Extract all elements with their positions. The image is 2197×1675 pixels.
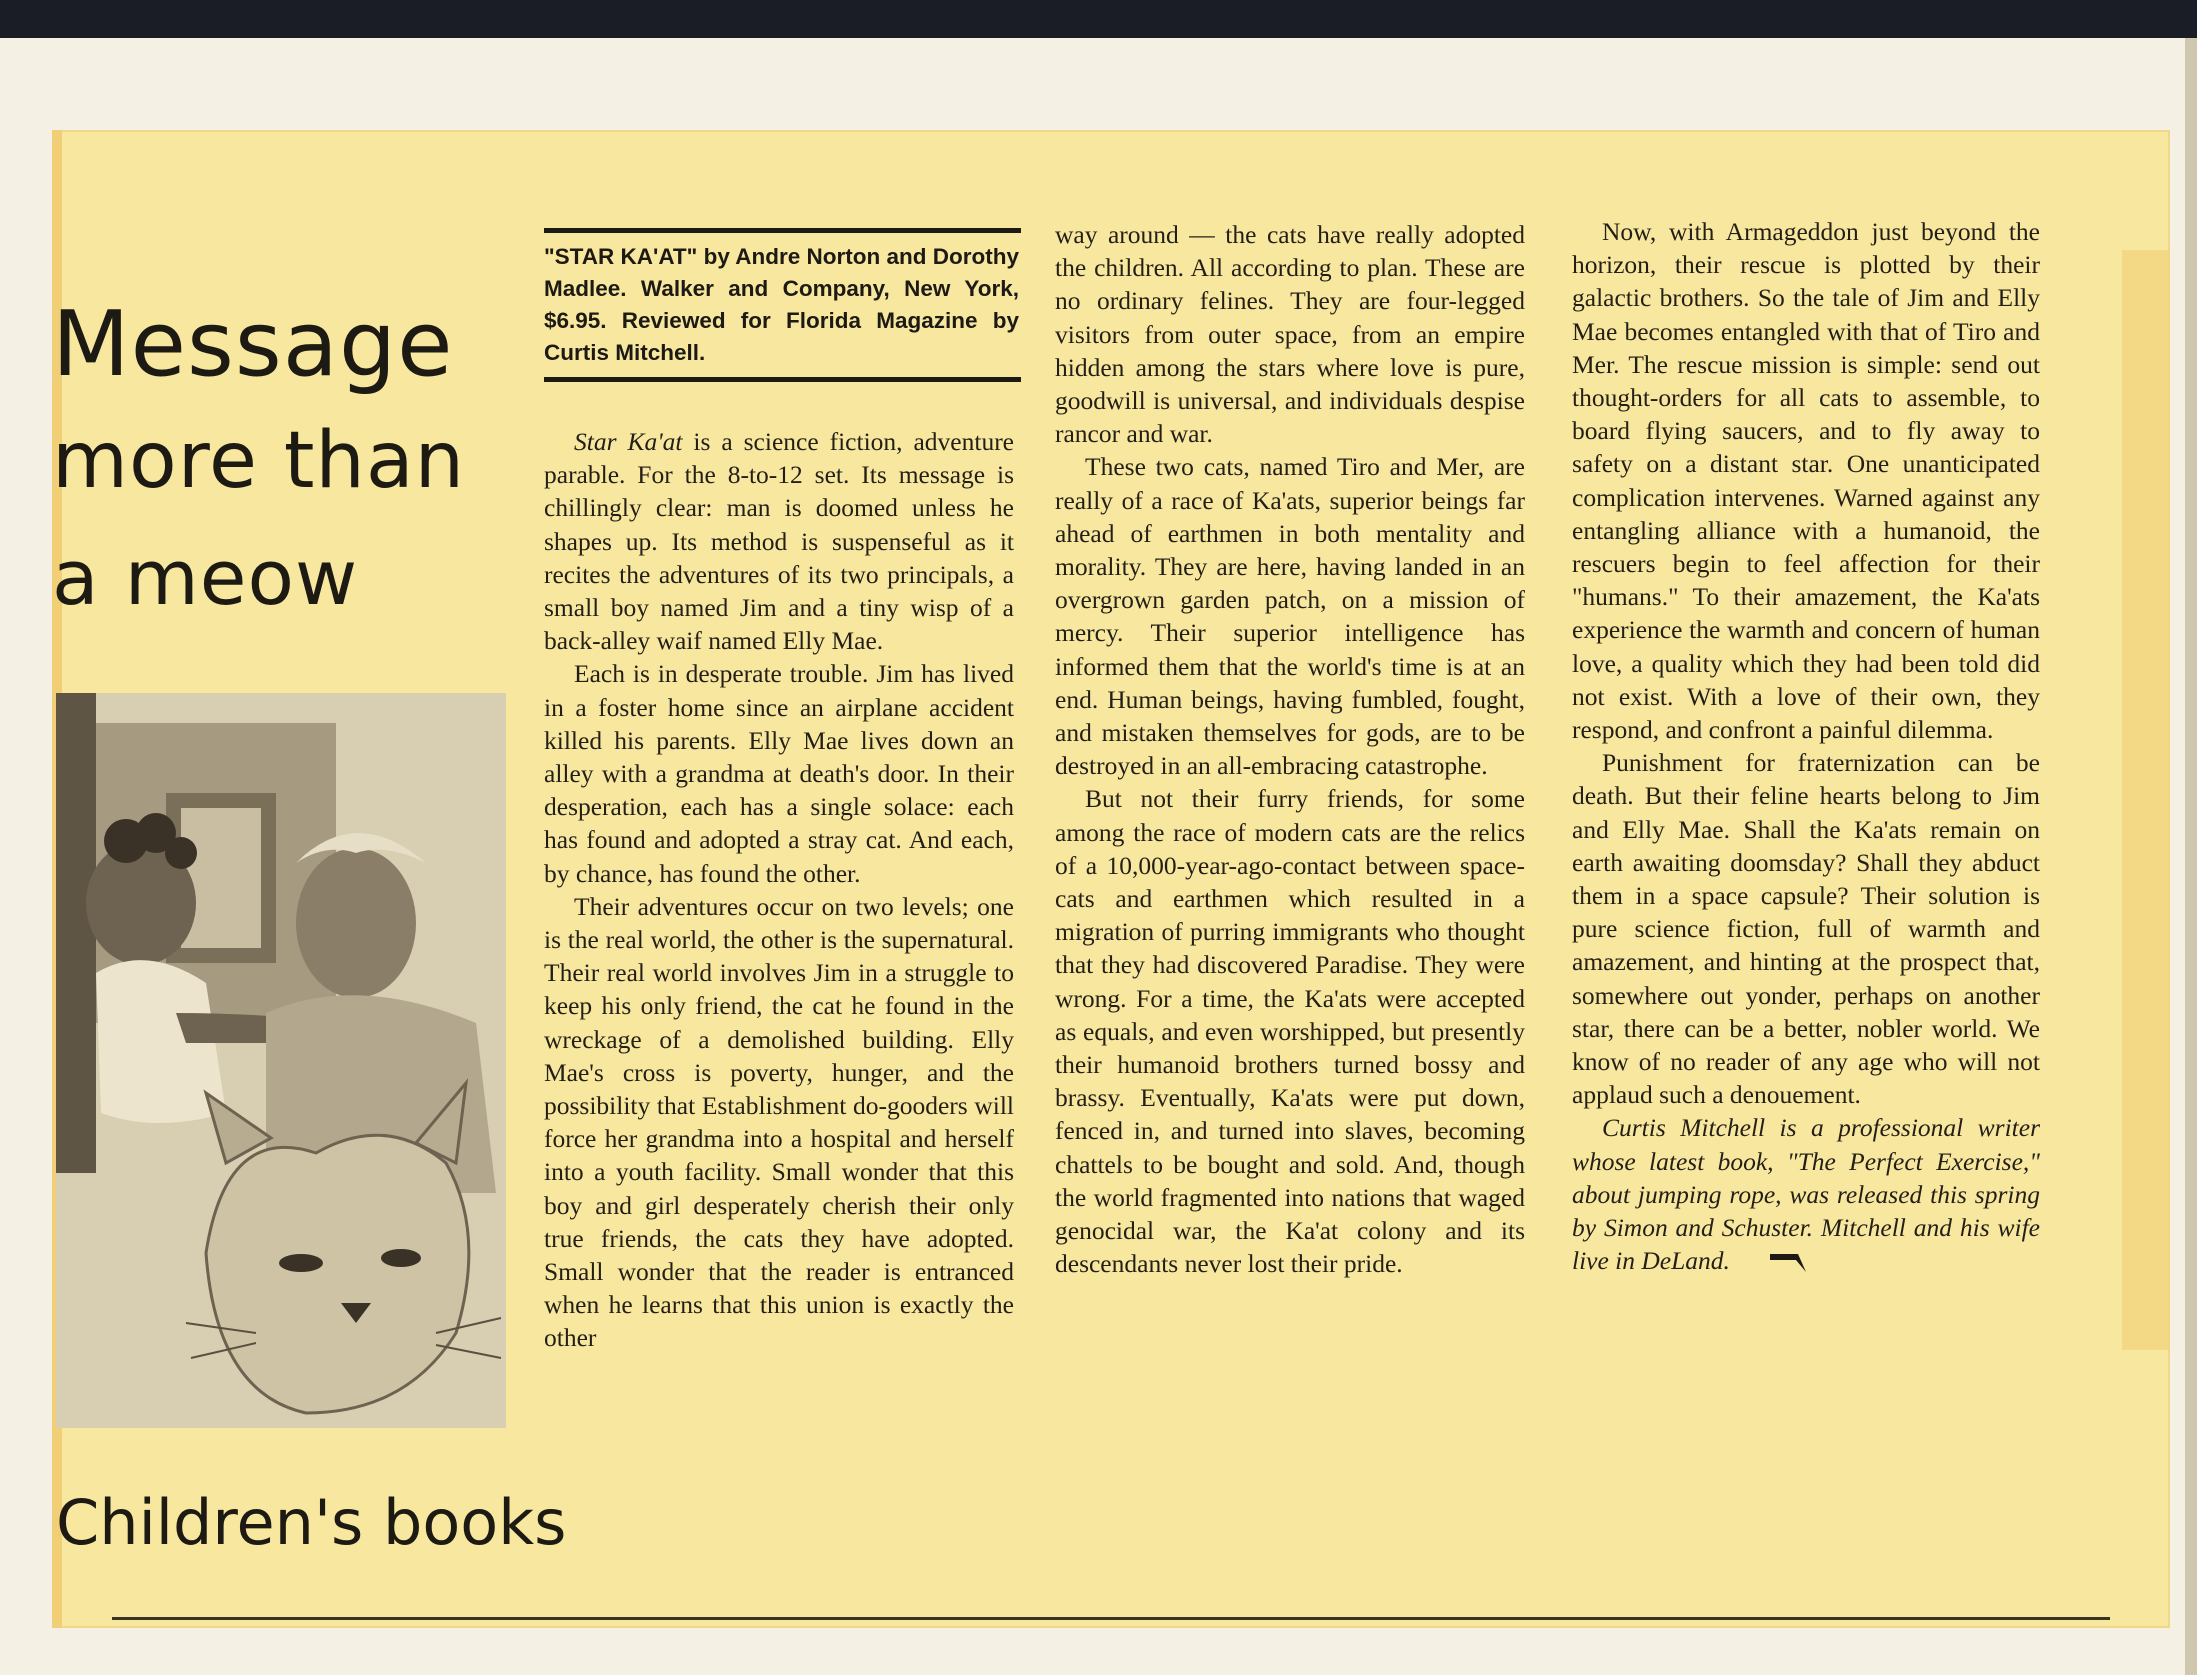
author-note: [1572, 1111, 2040, 1282]
column-1-paragraph-1-text: is a science fiction, adventure parable. For the 8-to-12 set. Its message is chillingly clear: man is doomed unless he shapes up. Its method is suspenseful as it recites the adventures of its two principals, a small boy named Jim and a tiny wisp of a back-alley waif named Elly Mae.: [544, 427, 1015, 656]
book-title: Star Ka'at: [574, 427, 683, 456]
author-note-text: Curtis Mitchell is a professional writer whose latest book, "The Perfect Exercise," about jumping rope, was released this spring by Simon and Schuster. Mitchell and his wife live in DeLand.: [1572, 1113, 2040, 1276]
board-edge: [2185, 38, 2197, 1675]
column-2: [1055, 218, 1525, 1281]
girl-grandmother-cat-illustration: [56, 693, 506, 1428]
column-2-paragraph-2: These two cats, named Tiro and Mer, are really of a race of Ka'ats, superior beings far ahead of earthmen in both mentality and morality. They are here, having landed in an overgrown garden patch, on a mission of mercy. Their superior intelligence has informed them that the world's time is at an end. Human beings, having fumbled, fought, and mistaken themselves for gods, are to be destroyed in an all-embracing catastrophe.: [1055, 452, 1525, 781]
newspaper-clipping: [52, 130, 2170, 1628]
column-3-paragraph-2: Punishment for fraternization can be death. But their feline hearts belong to Jim and Elly Mae. Shall the Ka'ats remain on earth awaiting doomsday? Shall they abduct them in a space capsule? Their solution is pure science fiction, full of warmth and amazement, and hinting at the prospect that, somewhere out yonder, perhaps on another star, there can be a better, nobler world. We know of no reader of any age who will not applaud such a denouement.: [1572, 748, 2040, 1110]
headline-line-1: Message: [52, 292, 454, 397]
byline: "STAR KA'AT" by Andre Norton and Dorothy Madlee. Walker and Company, New York, $6.95. Reviewed for Florida Magazine by Curtis Mitchell.: [544, 244, 1019, 365]
headline-line-3: a meow: [52, 533, 359, 622]
bottom-rule: [112, 1617, 2110, 1620]
column-1-paragraph-3: Their adventures occur on two levels; one is the real world, the other is the supernatural. Their real world involves Jim in a struggle to keep his only friend, the cat he found in the wreckage of a demolished building. Elly Mae's cross is poverty, hunger, and the possibility that Establishment do-gooders will force her grandma into a hospital and herself into a youth facility. Small wonder that this boy and girl desperately cherish their only true friends, the cats they have adopted. Small wonder that the reader is entranced when he learns that this union is exactly the other: [544, 891, 1014, 1353]
column-3: [1572, 215, 2040, 1283]
tape-strip-right: [2122, 250, 2170, 1350]
arrow-end-mark-icon: [1738, 1244, 1810, 1282]
section-label: Children's books: [56, 1486, 567, 1559]
column-1-paragraph-2: Each is in desperate trouble. Jim has lived in a foster home since an airplane accident killed his parents. Elly Mae lives down an alley with a grandma at death's door. In their desperation, each has a single solace: each has found and adopted a stray cat. And each, by chance, has found the other.: [544, 659, 1014, 888]
column-1: [544, 425, 1014, 1355]
byline-box: [544, 228, 1021, 382]
scan-board: [0, 38, 2197, 1675]
headline-line-2: more than: [52, 416, 466, 506]
column-1-paragraph-1: [544, 425, 1014, 657]
column-2-paragraph-3: But not their furry friends, for some among the race of modern cats are the relics of a 10,000-year-ago-contact between space-cats and earthmen which resulted in a migration of purring immigrants who thought that they had discovered Paradise. They were wrong. For a time, the Ka'ats were accepted as equals, and even worshipped, but presently their humanoid brothers turned bossy and brassy. Eventually, Ka'ats were put down, fenced in, and turned into slaves, becoming chattels to be bought and sold. And, though the world fragmented into nations that waged genocidal war, the Ka'at colony and its descendants never lost their pride.: [1055, 784, 1525, 1279]
headline: [52, 292, 572, 622]
column-2-paragraph-1: way around — the cats have really adopted the children. All according to plan. These are no ordinary felines. They are four-legged visitors from outer space, from an empire hidden among the stars where love is pure, goodwill is universal, and individuals despise rancor and war.: [1055, 220, 1525, 449]
column-3-paragraph-1: Now, with Armageddon just beyond the horizon, their rescue is plotted by their galactic brothers. So the tale of Jim and Elly Mae becomes entangled with that of Tiro and Mer. The rescue mission is simple: send out thought-orders for all cats to assemble, to board flying saucers, and to fly away to safety on a distant star. One unanticipated complication intervenes. Warned against any entangling alliance with a humanoid, the rescuers begin to feel affection for their "humans." To their amazement, the Ka'ats experience the warmth and concern of human love, a quality which they had been told did not exist. With a love of their own, they respond, and confront a painful dilemma.: [1572, 217, 2040, 745]
